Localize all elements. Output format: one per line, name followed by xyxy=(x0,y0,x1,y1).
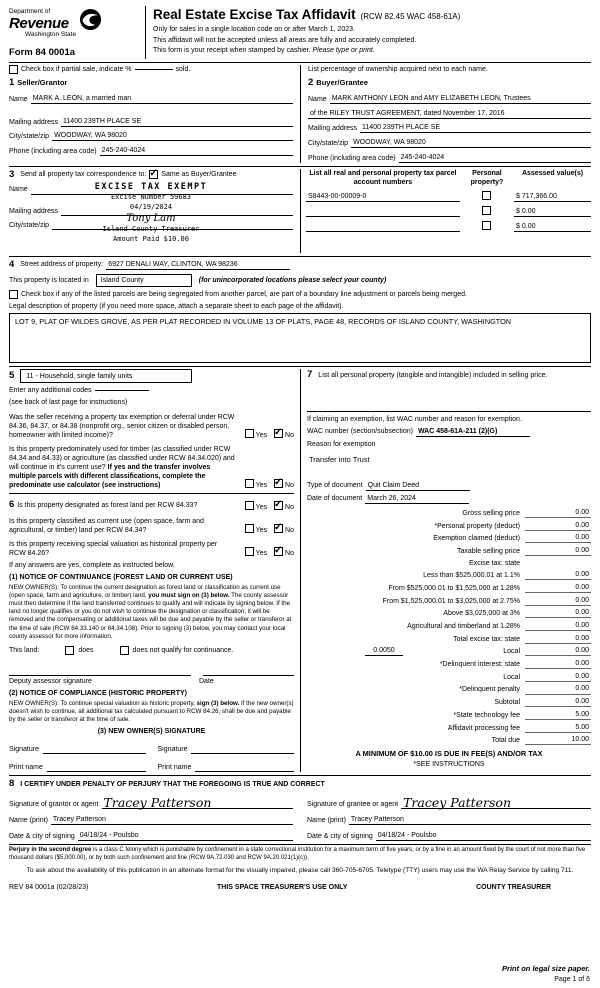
delinquent-penalty-label: *Delinquent penalty xyxy=(459,686,520,694)
land-does-qualify-checkbox[interactable] xyxy=(65,646,74,655)
current-use-no-checkbox[interactable] xyxy=(274,524,283,533)
timber-no-checkbox[interactable] xyxy=(274,479,283,488)
buyer-address-field[interactable]: 11400 239TH PLACE SE xyxy=(360,123,591,133)
compliance-title: (2) NOTICE OF COMPLIANCE (HISTORIC PROPERTY) xyxy=(9,689,187,697)
answers-yes-note: If any answers are yes, complete as instructed below. xyxy=(9,562,175,569)
document-date-label: Date of document xyxy=(307,495,363,503)
agricultural-timberland-label: Agricultural and timberland at 1.28% xyxy=(407,623,520,630)
personal-property-checkbox-3[interactable] xyxy=(482,221,491,230)
ownership-note: List percentage of ownership acquired next to each name. xyxy=(300,65,591,74)
owner-print-name-row xyxy=(9,763,294,772)
legal-description-label: Legal description of property (if you need more space, attach a separate sheet to each page of the affidavit). xyxy=(9,303,344,311)
seller-exemption-yes-checkbox[interactable] xyxy=(245,429,254,438)
parcel-number-header: List all real and personal property tax parcel account numbers xyxy=(309,169,457,186)
excise-tax-state-label: Excise tax: state xyxy=(469,559,520,567)
grantor-date-field[interactable]: 04/18/24 - Poulsbo xyxy=(78,831,293,841)
street-address-field[interactable]: 6927 DENALI WAY, CLINTON, WA 98236 xyxy=(106,260,290,270)
seller-name-label: Name xyxy=(9,96,28,104)
section-correspondence-row xyxy=(9,169,591,253)
timber-use-question: Is this property predominately used for timber (as classified under RCW 84.34 and 84.33) or agriculture (as classified under RCW 84.34.020) and will continue in it's current use? If yes and the transfer involves multiple parcels with different classifications, complete the predominate use calculator (see instructions) Yes ✓ No xyxy=(9,445,294,490)
accessibility-notice: To ask about the availability of this publication in an alternate format for the visually impaired, please call 360-705-6705. Teletype (TTY) users may use the WA Relay Service by calling 711. xyxy=(26,866,574,874)
local-tax-label: Local xyxy=(503,648,520,656)
tier3-value[interactable]: 0.00 xyxy=(525,596,591,606)
header-divider xyxy=(9,62,591,63)
certify-label: I CERTIFY UNDER PENALTY OF PERJURY THAT THE FOREGOING IS TRUE AND CORRECT xyxy=(20,781,325,788)
print-note-block xyxy=(502,964,590,984)
partial-sale-sold-label: sold. xyxy=(175,66,191,74)
seller-exemption-no-checkbox[interactable] xyxy=(274,429,283,438)
section-8-divider xyxy=(9,775,591,776)
current-use-question-text: Is this property classified as current use (open space, farm and agricultural, or timber) land per RCW 84.34? xyxy=(9,517,204,534)
rev-number: REV 84 0001a (02/28/23) xyxy=(9,884,89,892)
seller-exemption-question-text: Was the seller receiving a property tax exemption or deferral under RCW 84.36, 84.37, or 84.38 (nonprofit org., senior citizen or disabled person, homeowner with limited income)? xyxy=(9,413,235,439)
partial-sale-label: Check box if partial sale, indicate % xyxy=(21,66,132,74)
header-note-3: This form is your receipt when stamped by cashier. Please type or print. xyxy=(153,47,375,55)
section-4-number: 4 xyxy=(9,258,15,270)
seller-section-title: Seller/Grantor xyxy=(17,78,68,88)
title-rcw-reference: (RCW 82.45 WAC 458-61A) xyxy=(360,12,461,21)
classification-and-tax-row xyxy=(9,369,591,772)
delinquent-interest-local-label: Local xyxy=(503,673,520,681)
does-not-label: does not qualify for continuance. xyxy=(132,646,234,654)
assessed-value-field-1[interactable]: $ 717,366.00 xyxy=(514,192,591,202)
additional-codes-label: Enter any additional codes xyxy=(9,387,92,395)
grantee-print-name-label: Name (print) xyxy=(307,816,346,824)
new-owner-print-name-2[interactable] xyxy=(195,763,294,772)
seller-city-field[interactable]: WOODWAY, WA 98020 xyxy=(52,131,293,141)
new-owner-signature-1[interactable] xyxy=(43,745,146,754)
grantor-certification xyxy=(9,791,300,841)
local-rate-field[interactable]: 0.0050 xyxy=(365,646,403,656)
section-buyer xyxy=(300,74,591,162)
yes-label: Yes xyxy=(255,431,268,439)
footer-divider xyxy=(9,844,591,845)
exemption-claimed-value[interactable]: 0.00 xyxy=(525,533,591,543)
same-as-buyer-label: Same as Buyer/Grantee xyxy=(161,171,237,179)
timber-question-bold: If yes and the transfer involves multiple parcels with different classifications, complete the predominate use calculator (see instructions) xyxy=(9,464,211,490)
delinquent-interest-state-value[interactable]: 0.00 xyxy=(525,659,591,669)
gross-selling-price-label: Gross selling price xyxy=(462,509,520,517)
assessed-value-header: Assessed value(s) xyxy=(521,169,584,177)
section-3-divider xyxy=(9,166,591,167)
left-column xyxy=(9,369,300,772)
partial-sale-row xyxy=(9,65,591,74)
stamp-signature: Tony Lam xyxy=(126,212,176,224)
section-1-number: 1 xyxy=(9,77,15,89)
county-select[interactable]: Island County xyxy=(96,274,192,287)
parties-row xyxy=(9,74,591,162)
section-5-divider xyxy=(9,366,591,367)
delinquent-interest-state-label: *Delinquent interest: state xyxy=(439,661,520,669)
seller-exemption-question xyxy=(9,413,294,440)
parcel-row-2 xyxy=(306,206,591,217)
parcel-row-3 xyxy=(306,221,591,232)
personal-property-deduct-label: *Personal property (deduct) xyxy=(434,522,520,530)
personal-property-field[interactable] xyxy=(307,382,591,408)
partial-sale-percent-input[interactable] xyxy=(135,69,173,70)
historic-yes-checkbox[interactable] xyxy=(245,547,254,556)
same-as-buyer-checkbox[interactable] xyxy=(149,170,158,179)
parcel-table xyxy=(300,169,591,253)
personal-property-checkbox-1[interactable] xyxy=(482,191,491,200)
correspondence-name-label: Name xyxy=(9,186,28,194)
delinquent-interest-local-value[interactable]: 0.00 xyxy=(525,672,591,682)
washington-state-label: Washington State xyxy=(25,31,77,39)
state-technology-fee-value[interactable]: 5.00 xyxy=(525,710,591,720)
tier2-label: From $525,000.01 to $1,525,000 at 1.28% xyxy=(388,584,520,592)
owner-signature-label-1: Signature xyxy=(9,746,39,754)
buyer-city-field[interactable]: WOODWAY, WA 98020 xyxy=(351,138,591,148)
buyer-phone-field[interactable]: 245-240-4024 xyxy=(399,153,591,163)
title-block xyxy=(145,6,591,59)
parcel-number-field-3[interactable] xyxy=(306,222,460,232)
buyer-address-label: Mailing address xyxy=(308,125,358,133)
owner-signature-row xyxy=(9,745,294,754)
section-land-use xyxy=(9,369,294,490)
owner-signature-label-2: Signature xyxy=(157,746,188,754)
taxable-selling-price-value[interactable]: 0.00 xyxy=(525,546,591,556)
section-5-number: 5 xyxy=(9,370,15,382)
deputy-signature-row xyxy=(9,667,294,676)
section-7-number: 7 xyxy=(307,369,313,381)
seller-address-field[interactable]: 11400 239TH PLACE SE xyxy=(61,117,293,127)
stamp-treasurer-title: Island County Treasurer xyxy=(102,225,200,234)
exemption-reason-field[interactable]: Transfer into Trust xyxy=(309,454,370,464)
additional-codes-input[interactable] xyxy=(95,390,149,391)
deputy-date-label: Date xyxy=(199,677,214,685)
buyer-name-label: Name xyxy=(308,96,327,104)
agency-block xyxy=(9,6,145,59)
deputy-assessor-label: Deputy assessor signature xyxy=(9,677,92,685)
wac-number-field[interactable]: WAC 458-61A-211 (2)(G) xyxy=(416,427,530,437)
personal-property-deduct-value[interactable]: 0.00 xyxy=(525,521,591,531)
footer-row xyxy=(9,883,591,892)
forest-land-yes-checkbox[interactable] xyxy=(245,501,254,510)
tier4-label: Above $3,025,000 at 3% xyxy=(443,610,520,618)
exemption-divider xyxy=(307,411,591,412)
tier1-value[interactable]: 0.00 xyxy=(525,570,591,580)
section-6-number: 6 xyxy=(9,499,15,511)
tier2-value[interactable]: 0.00 xyxy=(525,583,591,593)
deputy-date-field[interactable] xyxy=(203,667,294,676)
grantee-date-label: Date & city of signing xyxy=(307,833,373,841)
legal-description-field[interactable]: LOT 9, PLAT OF WILDES GROVE, AS PER PLAT RECORDED IN VOLUME 13 OF PLATS, PAGE 48, RECORDS OF ISLAND COUNTY, WASHINGTON xyxy=(9,313,591,363)
section-8-number: 8 xyxy=(9,778,15,790)
affidavit-processing-fee-label: Affidavit processing fee xyxy=(447,724,520,732)
correspondence-address-label: Mailing address xyxy=(9,208,59,216)
owner-print-label-1: Print name xyxy=(9,764,43,772)
subtotal-value[interactable]: 0.00 xyxy=(525,697,591,707)
personal-property-checkbox-2[interactable] xyxy=(482,206,491,215)
grantee-print-name-field[interactable]: Tracey Patterson xyxy=(349,815,591,825)
located-in-label: This property is located in xyxy=(9,276,89,284)
section-classification xyxy=(9,499,294,772)
forest-land-question-text: Is this property designated as forest land per RCW 84.33? xyxy=(17,502,198,510)
seller-phone-label: Phone (including area code) xyxy=(9,147,97,155)
forest-land-no-checkbox[interactable] xyxy=(274,501,283,510)
stamp-excise-number: Excise Number 59683 xyxy=(110,193,192,202)
page-title: Real Estate Excise Tax Affidavit xyxy=(153,7,356,22)
correspondence-city-label: City/state/zip xyxy=(9,221,50,229)
local-tax-value[interactable]: 0.00 xyxy=(525,646,591,656)
buyer-phone-label: Phone (including area code) xyxy=(308,154,396,162)
seller-name-field[interactable]: MARK A. LEON, a married man xyxy=(31,94,293,104)
reason-for-exemption-label: Reason for exemption xyxy=(307,440,376,448)
deputy-labels-row xyxy=(9,677,294,686)
tier1-label: Less than $525,000.01 at 1.1% xyxy=(423,572,520,580)
section-6-divider xyxy=(9,493,294,494)
total-due-label: Total due xyxy=(491,737,520,745)
exemption-label: If claiming an exemption, list WAC number and reason for exemption. xyxy=(307,415,522,423)
grantor-date-label: Date & city of signing xyxy=(9,833,75,841)
buyer-name-field[interactable]: MARK ANTHONY LEON and AMY ELIZABETH LEON, Trustees xyxy=(330,94,591,104)
parcel-number-field-1[interactable]: S8443-00-00009-0 xyxy=(306,192,460,202)
section-3-number: 3 xyxy=(9,168,15,180)
new-owner-signature-2[interactable] xyxy=(191,745,294,754)
document-date-field[interactable]: March 26, 2024 xyxy=(365,494,469,504)
street-address-label: Street address of property: xyxy=(20,261,104,269)
section-correspondence xyxy=(9,169,300,253)
print-legal-note: Print on legal size paper. xyxy=(502,964,590,974)
form-number: Form 84 0001a xyxy=(9,46,76,58)
personal-property-label: List all personal property (tangible and intangible) included in selling price. xyxy=(318,371,548,379)
agricultural-timberland-value[interactable]: 0.00 xyxy=(525,621,591,631)
grantee-signature-label: Signature of grantee or agent xyxy=(307,800,399,808)
continuance-text: NEW OWNER(S): To continue the current designation as forest land or classification as current use (open space, farm and agriculture, or timber) land, you must sign on (3) below. The county assessor must then determine if the land transferred continues to qualify and will indicate by signing below. If the land no longer qualifies or you do not wish to continue the designation or classification, it will be removed and the compensating or additional taxes will be due and payable by the seller or transferor at the time of sale (RCW 84.33.140 or 84.34.108). Prior to signing (3) below, you may contact your local county assessor for more information. xyxy=(9,584,292,640)
historic-question-text: Is this property receiving special valuation as historical property per RCW 84.26? xyxy=(9,540,218,557)
total-excise-state-label: Total excise tax: state xyxy=(453,635,520,643)
gross-selling-price-value[interactable]: 0.00 xyxy=(525,508,591,518)
new-owner-print-name-1[interactable] xyxy=(47,763,146,772)
parcel-number-field-2[interactable] xyxy=(306,207,460,217)
assessed-value-field-2[interactable]: $ 0.00 xyxy=(514,207,591,217)
historic-no-checkbox[interactable] xyxy=(274,547,283,556)
header-note-1: Only for sales in a single location code on or after March 1, 2023. xyxy=(153,26,355,34)
continuance-title: (1) NOTICE OF CONTINUANCE (FOREST LAND OR CURRENT USE) xyxy=(9,574,233,582)
forest-land-question: 6 Is this property designated as forest land per RCW 84.33? Yes ✓ No xyxy=(9,499,294,511)
grantee-signature-field[interactable]: Tracey Patterson xyxy=(401,797,591,809)
department-of-label: Department of xyxy=(9,8,51,15)
current-use-yes-checkbox[interactable] xyxy=(245,524,254,533)
section-2-number: 2 xyxy=(308,77,314,89)
header-note-2: This affidavit will not be accepted unless all areas are fully and accurately completed. xyxy=(153,36,417,44)
total-due-value[interactable]: 10.00 xyxy=(525,735,591,745)
segregated-checkbox[interactable] xyxy=(9,290,18,299)
seller-address-label: Mailing address xyxy=(9,118,59,126)
new-owners-signature-title: (3) NEW OWNER(S) SIGNATURE xyxy=(97,728,206,736)
no-label: No xyxy=(285,431,294,439)
revenue-wordmark: Revenue xyxy=(9,15,69,33)
segregated-label: Check box if any of the listed parcels are being segregated from another parcel, are part of a boundary line adjustment or parcels being merged. xyxy=(21,291,467,299)
page-indicator: Page 1 of 6 xyxy=(554,975,590,983)
subtotal-label: Subtotal xyxy=(494,699,520,707)
seller-phone-field[interactable]: 245-240-4024 xyxy=(100,146,293,156)
wac-number-label: WAC number (section/subsection) xyxy=(307,428,413,436)
timber-yes-checkbox[interactable] xyxy=(245,479,254,488)
does-label: does xyxy=(78,646,94,654)
land-does-not-qualify-checkbox[interactable] xyxy=(120,646,129,655)
form-header xyxy=(9,6,591,59)
tier3-label: From $1,525,000.01 to $3,025,000 at 2.75% xyxy=(382,597,520,605)
tier4-value[interactable]: 0.00 xyxy=(525,608,591,618)
dor-logo-icon xyxy=(79,8,102,31)
correspondence-label: Send all property tax correspondence to: xyxy=(20,171,147,179)
see-instructions-note: *SEE INSTRUCTIONS xyxy=(413,760,485,768)
historic-property-question: Is this property receiving special valuation as historical property per RCW 84.26? Yes ✓ No xyxy=(9,540,294,558)
perjury-notice: Perjury in the second degree is a class C felony which is punishable by confinement in a state correctional institution for a maximum term of five years, or by a fine in an amount fixed by the court of not more than five thousand dollars ($5,000.00), or by both such confinement and fine (RCW 9A.72.030 and RCW 9A.20.021(1)(c)). xyxy=(9,847,586,861)
this-land-label: This land: xyxy=(9,646,40,654)
county-treasurer-label: COUNTY TREASURER xyxy=(476,884,551,892)
deputy-assessor-signature-field[interactable] xyxy=(9,667,191,676)
delinquent-penalty-value[interactable]: 0.00 xyxy=(525,684,591,694)
timber-question-text: Is this property predominately used for timber (as classified under RCW 84.34 and 84.33) or agriculture (as classified under RCW 84.34.020) and will continue in it's current use? xyxy=(9,445,235,471)
grantee-certification xyxy=(300,791,591,841)
compliance-text: NEW OWNER(S): To continue special valuation as historic property, sign (3) below. If the new owner(s) doesn't wish to continue, all additional tax calculated pursuant to RCW 84.26, shall be due and payable by the seller or transferor at the time of sale. xyxy=(9,699,294,724)
minimum-due-note: A MINIMUM OF $10.00 IS DUE IN FEE(S) AND/OR TAX xyxy=(355,749,543,759)
section-seller xyxy=(9,74,300,162)
grantor-print-name-label: Name (print) xyxy=(9,816,48,824)
current-use-question: Is this property classified as current use (open space, farm and agricultural, or timber) land per RCW 84.34? Yes ✓ No xyxy=(9,517,294,535)
buyer-name-field-line2[interactable]: of the RILEY TRUST AGREEMENT, dated November 17, 2016 xyxy=(308,109,591,119)
grantor-signature-field[interactable]: Tracey Patterson xyxy=(102,797,293,809)
grantor-signature-label: Signature of grantor or agent xyxy=(9,800,99,808)
county-note: (for unincorporated locations please select your county) xyxy=(198,276,387,284)
seller-city-label: City/state/zip xyxy=(9,133,50,141)
grantor-print-name-field[interactable]: Tracey Patterson xyxy=(51,815,293,825)
buyer-section-title: Buyer/Grantee xyxy=(316,78,368,88)
owner-print-label-2: Print name xyxy=(157,764,192,772)
state-technology-fee-label: *State technology fee xyxy=(453,711,520,719)
document-type-label: Type of document xyxy=(307,482,363,490)
affidavit-processing-fee-value[interactable]: 5.00 xyxy=(525,723,591,733)
additional-codes-note: (see back of last page for instructions) xyxy=(9,399,128,407)
section-4-divider xyxy=(9,256,591,257)
treasurer-stamp xyxy=(67,182,235,244)
stamp-exempt-line: EXCISE TAX EXEMPT xyxy=(94,181,208,192)
personal-property-header: Personal property? xyxy=(470,169,504,186)
tax-lines xyxy=(307,508,591,745)
taxable-selling-price-label: Taxable selling price xyxy=(456,547,520,555)
section-certification xyxy=(9,778,591,841)
section-tax-computation xyxy=(300,369,591,772)
total-excise-state-value[interactable]: 0.00 xyxy=(525,634,591,644)
assessed-value-field-3[interactable]: $ 0.00 xyxy=(514,222,591,232)
document-type-field[interactable]: Quit Claim Deed xyxy=(366,481,470,491)
buyer-city-label: City/state/zip xyxy=(308,139,349,147)
section-property xyxy=(9,259,591,364)
parcel-row-1 xyxy=(306,191,591,202)
grantee-date-field[interactable]: 04/18/24 - Poulsbo xyxy=(376,831,591,841)
treasurer-space-label: THIS SPACE TREASURER'S USE ONLY xyxy=(217,884,348,892)
land-qualify-row xyxy=(9,646,294,655)
partial-sale-checkbox[interactable] xyxy=(9,65,18,74)
land-use-code-select[interactable]: 11 - Household, single family units xyxy=(20,369,192,383)
stamp-amount-paid: Amount Paid $10.00 xyxy=(113,234,189,243)
exemption-claimed-label: Exemption claimed (deduct) xyxy=(433,535,520,543)
stamp-date: 04/19/2024 xyxy=(129,202,173,211)
